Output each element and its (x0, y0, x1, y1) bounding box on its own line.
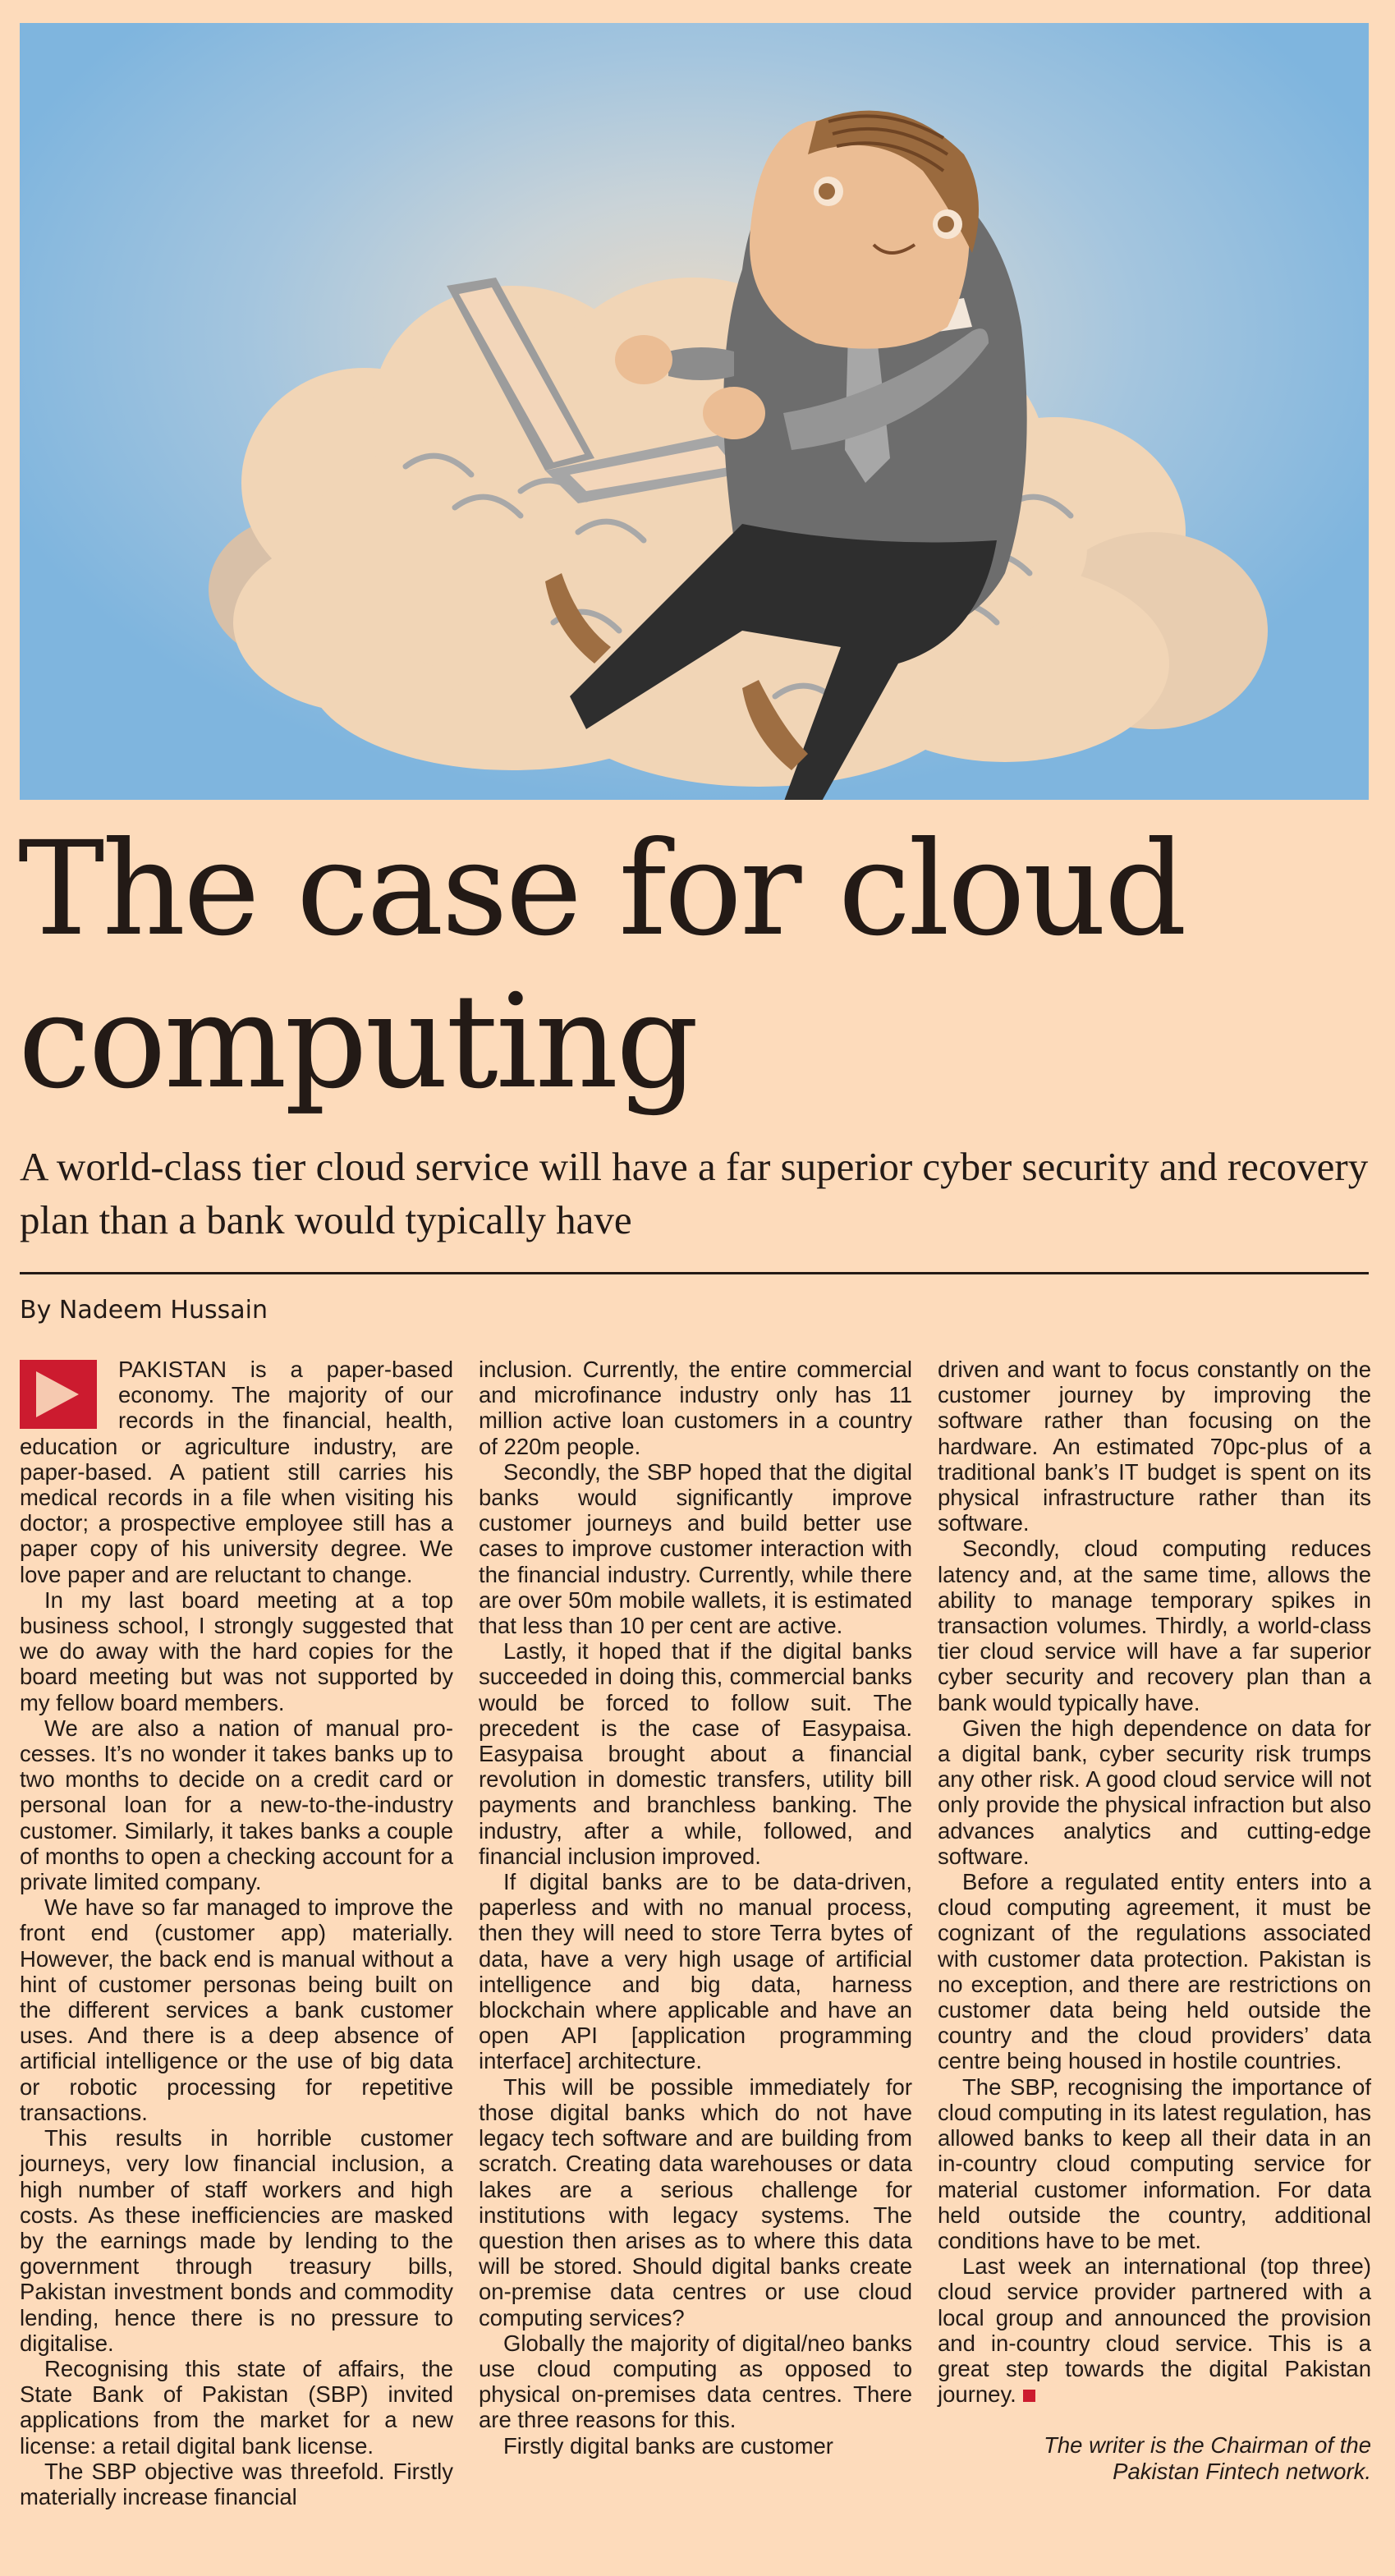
paragraph: We have so far managed to improve the front end (customer app) materially. However, the back end is manual without a hint of customer personas being built on the different services a bank customer uses. And there is a deep absence of artificial intelligence or the use of big data or robotic processing for repetitive transactions. (20, 1894, 453, 2125)
end-of-article-mark-icon (1023, 2390, 1035, 2402)
article-deck: A world-class tier cloud service will have a far superior cyber security and recovery plan than a bank would typically have (20, 1144, 1369, 1242)
paragraph: inclusion. Currently, the entire commercial and microfinance industry only has 11 million active loan customers in a country of 220m people. (479, 1357, 912, 1459)
paragraph: Recognising this state of affairs, the State Bank of Pakistan (SBP) invited applications from the market for a new license: a retail digital bank license. (20, 2355, 453, 2459)
paragraph: Globally the majority of digital/neo banks use cloud computing as opposed to physical on-premises data centres. There are three reasons for this. (479, 2330, 912, 2433)
paragraph: We are also a nation of manual processes. It’s no wonder it takes banks up to two months to decide on a credit card or personal loan for a new-to-the-industry customer. Similarly, it takes banks a couple of months to open a checking account for a private limited company. (20, 1715, 453, 1895)
paragraph: Given the high dependence on data for a digital bank, cyber security risk trumps any other risk. A good cloud service will not only provide the physical infraction but also advances analytics and cutting-edge software. (938, 1715, 1371, 1869)
author-credit-line-1: The writer is the Chairman of the (1044, 2432, 1371, 2459)
play-arrow-icon (20, 1360, 97, 1429)
paragraph: This results in horrible customer journeys, very low financial inclusion, a high number of staff workers and high costs. As these inefficiencies are masked by the earnings made by lending to the government through treasury bills, Pakistan investment bonds and commodity lending, hence there is no pressure to digitalise. (20, 2125, 453, 2356)
paragraph: PAKISTAN is a paper-based economy. The majority of our records in the financial, health, education or agriculture industry, are paper-based. A patient still carries his medical records in a file when visiting his doctor; a prospective employee still has a paper copy of his university degree. We love paper and are reluctant to change. (20, 1357, 453, 1587)
paragraph: This will be possible immediately for those digital banks which do not have legacy tech software and are building from scratch. Creating data warehouses or data lakes are a serious challenge for institutions with legacy systems. The question then arises as to where this data will be stored. Should digital banks create on-premise data centres or use cloud computing services? (479, 2073, 912, 2330)
paragraph: If digital banks are to be data-driven, paperless and with no manual process, then they will need to store Terra bytes of data, have a very high usage of artificial intelligence and big data, harness blockchain where applicable and have an open API [application programming interface] architecture. (479, 1869, 912, 2074)
author-credit (938, 2432, 1371, 2483)
paragraph: Secondly, cloud computing reduces latency and, at the same time, allows the ability to manage temporary spikes in transaction volumes. Thirdly, a world-class tier cloud service will have a far superior cyber security and recovery plan than a bank would typically have. (938, 1536, 1371, 1715)
byline: By Nadeem Hussain (20, 1296, 268, 1325)
author-credit-line-2: Pakistan Fintech network. (1113, 2458, 1371, 2484)
paragraph-final (938, 2253, 1371, 2407)
businessman-on-cloud-illustration (20, 23, 1369, 800)
paragraph: In my last board meeting at a top business school, I strongly suggested that we do away with the hard copies for the board meeting but was not supported by my fellow board members. (20, 1586, 453, 1715)
paragraph: The SBP, recognising the importance of cloud computing in its latest regulation, has allowed banks to keep all their data in an in-country cloud computing service for material customer information. For data held outside the country, additional conditions have to be met. (938, 2073, 1371, 2253)
article-column-3 (938, 1357, 1371, 2484)
hero-illustration (20, 23, 1369, 800)
paragraph: The SBP objective was threefold. Firstly materially increase financial (20, 2458, 453, 2509)
paragraph: Lastly, it hoped that if the digital banks succeeded in doing this, commercial banks would be forced to follow suit. The precedent is the case of Easypaisa. Easypaisa brought about a financial revolution in domestic transfers, utility bill payments and branchless banking. The industry, after a while, followed, and financial inclusion improved. (479, 1638, 912, 1869)
section-divider (20, 1272, 1369, 1274)
paragraph-text: Last week an international (top three) cloud service provider partnered with a local group and announced the provision and in-country cloud service. This is a great step towards the digital Pakistan journey. (938, 2253, 1371, 2408)
article-column-1 (20, 1357, 453, 2509)
article-column-2 (479, 1357, 912, 2459)
paragraph: driven and want to focus constantly on the customer journey by improving the software rather than focusing on the hardware. An estimated 70pc-plus of a traditional bank’s IT budget is spent on its physical infrastructure rather than its software. (938, 1357, 1371, 1536)
paragraph: Secondly, the SBP hoped that the digital banks would significantly improve customer journeys and build better use cases to improve customer interaction with the financial industry. Currently, while there are over 50m mobile wallets, it is estimated that less than 10 per cent are active. (479, 1458, 912, 1639)
paragraph: Firstly digital banks are customer (503, 2432, 833, 2459)
article-headline: The case for cloud computing (18, 814, 1185, 1118)
paragraph: Before a regulated entity enters into a cloud computing agreement, it must be cognizant of the regulations associated with customer data protection. Pakistan is no exception, and there are restrictions on customer data being held outside the country and the cloud providers’ data centre being housed in hostile countries. (938, 1869, 1371, 2074)
